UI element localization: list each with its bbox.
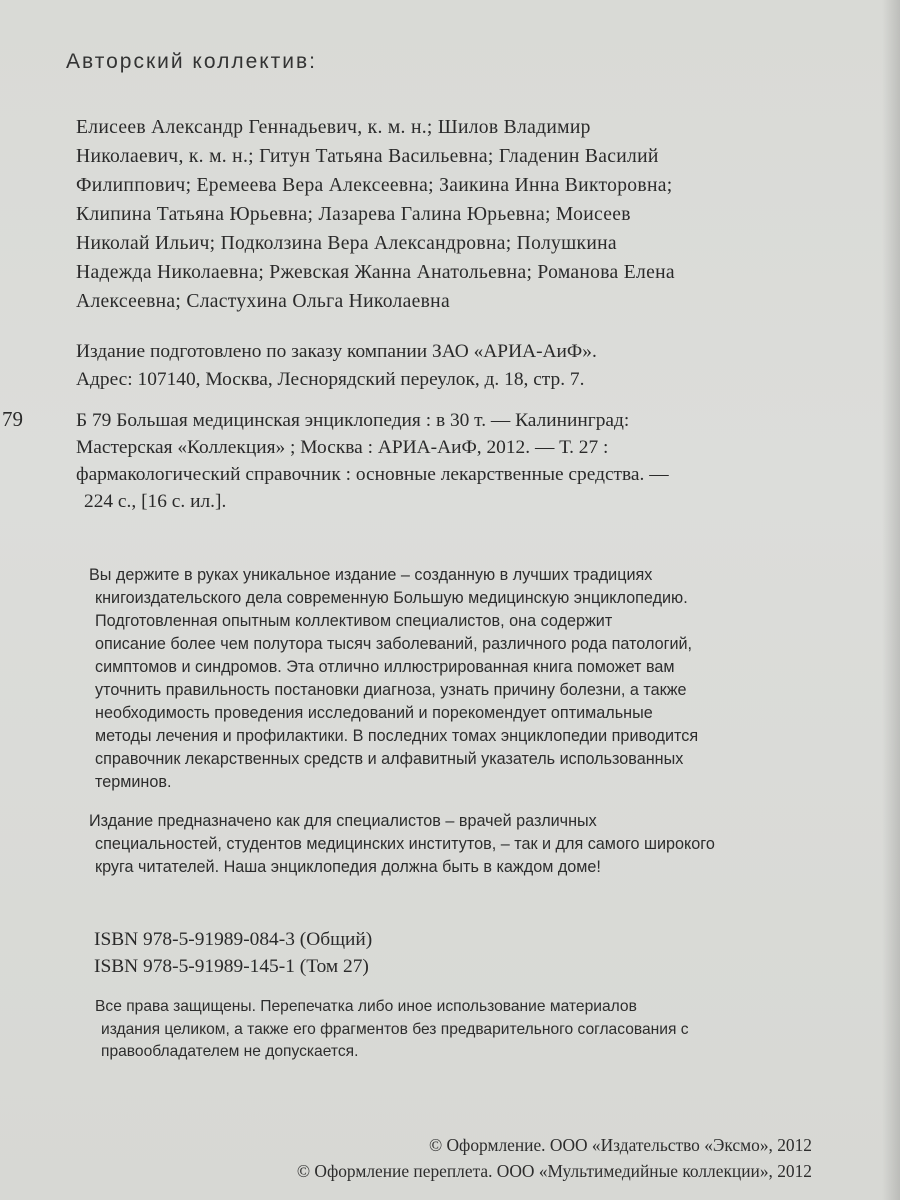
isbn-volume: ISBN 978-5-91989-145-1 (Том 27) (94, 956, 369, 977)
authors-line: Филиппович; Еремеева Вера Алексеевна; Заикина Инна Викторовна; (76, 175, 673, 196)
edition-address: Адрес: 107140, Москва, Леснорядский переулок, д. 18, стр. 7. (76, 369, 585, 390)
annotation-line: терминов. (95, 773, 172, 791)
authors-heading: Авторский коллектив: (66, 50, 318, 73)
annotation-line: Подготовленная опытным коллективом специалистов, она содержит (95, 612, 613, 630)
audience-line: круга читателей. Наша энциклопедия должна быть в каждом доме! (95, 858, 601, 876)
copyright-binding: © Оформление переплета. ООО «Мультимедийные коллекции», 2012 (296, 1161, 812, 1181)
copyright-design: © Оформление. ООО «Издательство «Эксмо», 2012 (428, 1135, 812, 1155)
authors-line: Надежда Николаевна; Ржевская Жанна Анатольевна; Романова Елена (76, 262, 675, 283)
annotation-line: уточнить правильность постановки диагноза, узнать причину болезни, а также (95, 681, 687, 699)
authors-line: Алексеевна; Сластухина Ольга Николаевна (76, 291, 450, 312)
audience-text (89, 810, 789, 879)
authors-list (76, 113, 786, 316)
copyright-block (297, 1132, 812, 1184)
annotation-line: симптомов и синдромов. Эта отлично иллюстрированная книга поможет вам (95, 658, 675, 676)
rights-line: издания целиком, а также его фрагментов без предварительного согласования с (101, 1020, 689, 1038)
authors-line: Елисеев Александр Геннадьевич, к. м. н.; Шилов Владимир (76, 117, 591, 138)
biblio-line: фармакологический справочник : основные лекарственные средства. — (76, 464, 669, 485)
authors-line: Николаевич, к. м. н.; Гитун Татьяна Васильевна; Гладенин Василий (76, 146, 659, 167)
annotation-line: книгоиздательского дела современную Большую медицинскую энциклопедию. (95, 589, 688, 607)
isbn-block (94, 926, 372, 980)
rights-line: правообладателем не допускается. (101, 1043, 359, 1060)
annotation-line: методы лечения и профилактики. В последних томах энциклопедии приводится (95, 727, 699, 745)
isbn-general: ISBN 978-5-91989-084-3 (Общий) (94, 929, 373, 950)
edition-line: Издание подготовлено по заказу компании ЗАО «АРИА-АиФ». (76, 341, 597, 362)
page-edge-shadow (882, 0, 900, 1200)
edition-info (76, 338, 796, 394)
rights-line: Все права защищены. Перепечатка либо иное использование материалов (95, 998, 637, 1015)
library-code: 79 (2, 407, 23, 431)
audience-line: Издание предназначено как для специалистов – врачей различных (89, 812, 597, 830)
bibliographic-record (76, 407, 796, 515)
annotation-line: Вы держите в руках уникальное издание – созданную в лучших традициях (89, 566, 653, 584)
authors-line: Клипина Татьяна Юрьевна; Лазарева Галина Юрьевна; Моисеев (76, 204, 631, 225)
annotation-line: необходимость проведения исследований и порекомендует оптимальные (95, 704, 653, 722)
biblio-line: 224 с., [16 с. ил.]. (84, 491, 227, 512)
authors-line: Николай Ильич; Подколзина Вера Александровна; Полушкина (76, 233, 617, 254)
biblio-line: Б 79 Большая медицинская энциклопедия : в 30 т. — Калининград: (76, 410, 630, 431)
annotation-text (89, 564, 789, 794)
biblio-line: Мастерская «Коллекция» ; Москва : АРИА-АиФ, 2012. — Т. 27 : (76, 437, 609, 458)
annotation-line: справочник лекарственных средств и алфавитный указатель использованных (95, 750, 684, 768)
audience-line: специальностей, студентов медицинских институтов, – так и для самого широкого (95, 835, 715, 853)
rights-notice (95, 996, 795, 1064)
annotation-line: описание более чем полутора тысяч заболеваний, различного рода патологий, (95, 635, 693, 653)
